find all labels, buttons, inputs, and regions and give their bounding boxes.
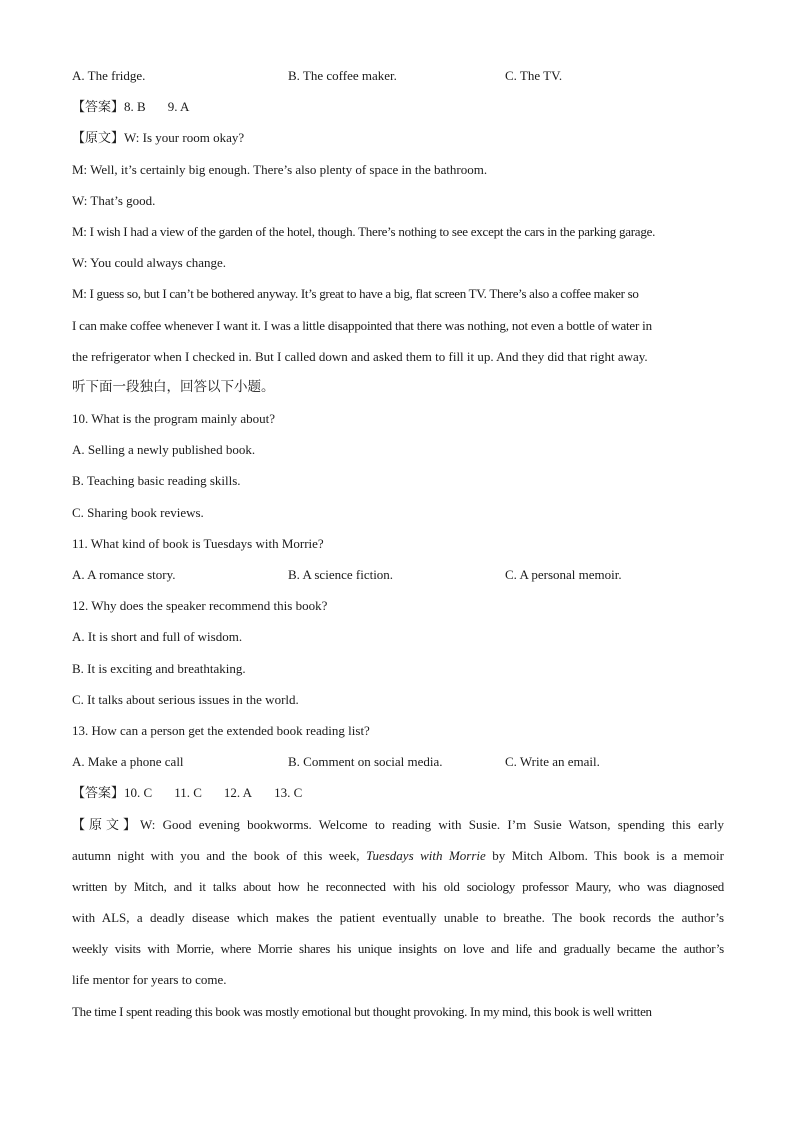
q10-option-c: C. Sharing book reviews.	[72, 504, 204, 520]
option-c: C. A personal memoir.	[505, 567, 622, 582]
transcript-line: with ALS, a deadly disease which makes the patient eventually unable to breathe. The book records the author’s	[72, 910, 724, 926]
question-10: 10. What is the program mainly about?	[72, 411, 276, 427]
transcript-tag: 【原文】	[72, 817, 140, 833]
q11-options	[72, 564, 724, 595]
transcript-line: the refrigerator when I checked in. But I called down and asked them to fill it up. And they did that right away.	[72, 348, 648, 364]
q8-options	[72, 65, 724, 96]
q12-option-b: B. It is exciting and breathtaking.	[72, 660, 246, 676]
transcript-tag: 【原文】	[72, 131, 125, 147]
option-b: B. Comment on social media.	[288, 754, 443, 770]
option-b: B. A science fiction.	[288, 567, 394, 582]
transcript-text: W: Good evening bookworms. Welcome to reading with Susie. I’m Susie Watson, spending this early	[139, 816, 724, 832]
answer-item: 12. A	[223, 785, 253, 801]
answer-item: 11. C	[174, 785, 202, 801]
answer-item: 8. B	[124, 99, 146, 115]
q10-option-a: A. Selling a newly published book.	[72, 442, 256, 458]
answer-item: 9. A	[167, 99, 190, 115]
option-b: B. The coffee maker.	[288, 68, 397, 83]
transcript-line: The time I spent reading this book was mostly emotional but thought provoking. In my mind, this book is well written	[72, 1003, 652, 1019]
transcript-line	[72, 845, 724, 876]
section-instruction: 听下面一段独白，回答以下小题。	[72, 378, 275, 395]
transcript-line: W: That’s good.	[72, 192, 156, 208]
option-a: A. Make a phone call	[72, 754, 184, 770]
q12-option-a: A. It is short and full of wisdom.	[72, 629, 243, 645]
transcript-text: W: Is your room okay?	[124, 130, 245, 146]
transcript-line: I can make coffee whenever I want it. I was a little disappointed that there was nothing, not even a bottle of water in	[72, 317, 652, 333]
answer-item: 10. C	[124, 785, 153, 801]
transcript-line: life mentor for years to come.	[72, 972, 227, 988]
answer-tag: 【答案】	[72, 786, 125, 802]
question-12: 12. Why does the speaker recommend this book?	[72, 598, 328, 614]
q12-option-c: C. It talks about serious issues in the world.	[72, 691, 299, 707]
answer-line-2	[72, 782, 724, 813]
transcript-line: M: I wish I had a view of the garden of the hotel, though. There’s nothing to see except the cars in the parking garage.	[72, 223, 656, 239]
transcript-line: W: You could always change.	[72, 255, 227, 271]
option-c: C. Write an email.	[505, 754, 600, 770]
option-a: A. The fridge.	[72, 68, 146, 83]
transcript-text: by Mitch Albom. This book is a memoir	[485, 847, 724, 863]
option-c: C. The TV.	[505, 68, 563, 83]
book-title: Tuesdays with Morrie	[365, 847, 486, 863]
q13-options	[72, 751, 724, 782]
answer-tag: 【答案】	[72, 100, 125, 116]
document-page	[72, 65, 724, 1032]
question-11: 11. What kind of book is Tuesdays with Morrie?	[72, 535, 324, 551]
transcript-line: M: Well, it’s certainly big enough. There’s also plenty of space in the bathroom.	[72, 161, 488, 177]
answer-line-1	[72, 96, 724, 127]
answer-item: 13. C	[274, 785, 303, 801]
transcript-text: autumn night with you and the book of this week,	[72, 847, 366, 863]
q10-option-b: B. Teaching basic reading skills.	[72, 473, 241, 489]
transcript-line: written by Mitch, and it talks about how he reconnected with his old sociology professor Maury, who was diagnosed	[72, 878, 724, 894]
transcript-line: M: I guess so, but I can’t be bothered anyway. It’s great to have a big, flat screen TV. There’s also a coffee maker so	[72, 286, 639, 302]
option-a: A. A romance story.	[72, 567, 176, 582]
transcript-line	[72, 127, 724, 158]
transcript-line: weekly visits with Morrie, where Morrie shares his unique insights on love and life and gradually became the author’s	[72, 941, 724, 957]
transcript-line	[72, 814, 724, 845]
question-13: 13. How can a person get the extended book reading list?	[72, 722, 370, 738]
